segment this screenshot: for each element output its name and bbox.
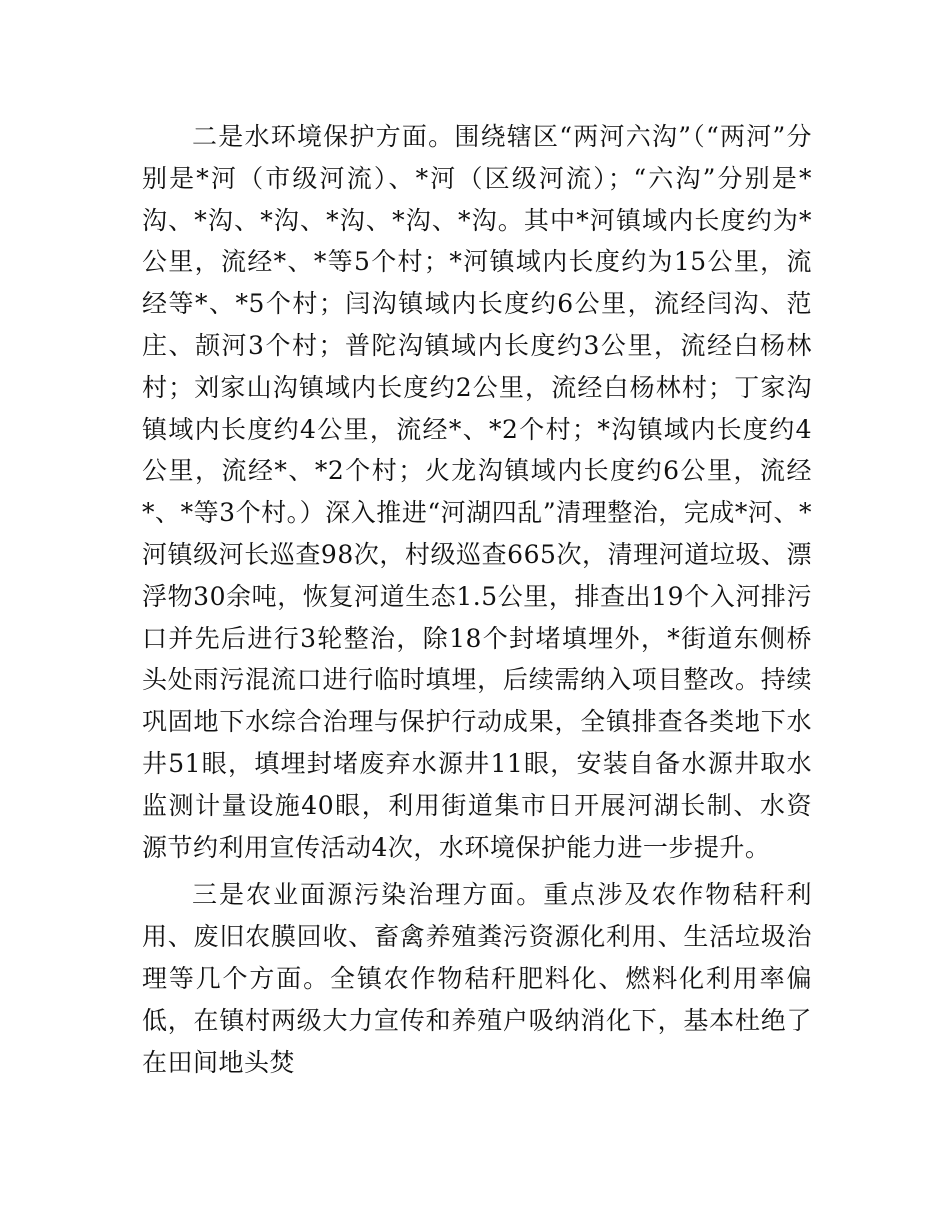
paragraph-water-environment: 二是水环境保护方面。围绕辖区“两河六沟”（“两河”分别是*河（市级河流）、*河（区级河流）；“六沟”分别是*沟、*沟、*沟、*沟、*沟、*沟。其中*河镇域内长度约为*公里，流经*、*等5个村；*河镇域内长度约为15公里，流经等*、*5个村；闫沟镇域内长度约6公里，流经闫沟、范庄、颉河3个村；普陀沟镇域内长度约3公里，流经白杨林村；刘家山沟镇域内长度约2公里，流经白杨林村；丁家沟镇域内长度约4公里，流经*、*2个村；*沟镇域内长度约4公里，流经*、*2个村；火龙沟镇域内长度约6公里，流经*、*等3个村。）深入推进“河湖四乱”清理整治，完成*河、*河镇级河长巡查98次，村级巡查665次，清理河道垃圾、漂浮物30余吨，恢复河道生态1.5公里，排查出19个入河排污口并先后进行3轮整治，除18个封堵填埋外，*街道东侧桥头处雨污混流口进行临时填埋，后续需纳入项目整改。持续巩固地下水综合治理与保护行动成果，全镇排查各类地下水井51眼，填埋封堵废弃水源井11眼，安装自备水源井取水监测计量设施40眼，利用街道集市日开展河湖长制、水资源节约利用宣传活动4次，水环境保护能力进一步提升。 <box>142 122 812 862</box>
document-body <box>142 116 812 1083</box>
paragraph-agricultural-pollution: 三是农业面源污染治理方面。重点涉及农作物秸秆利用、废旧农膜回收、畜禽养殖粪污资源化利用、生活垃圾治理等几个方面。全镇农作物秸秆肥料化、燃料化利用率偏低，在镇村两级大力宣传和养殖户吸纳消化下，基本杜绝了在田间地头焚 <box>142 880 812 1077</box>
